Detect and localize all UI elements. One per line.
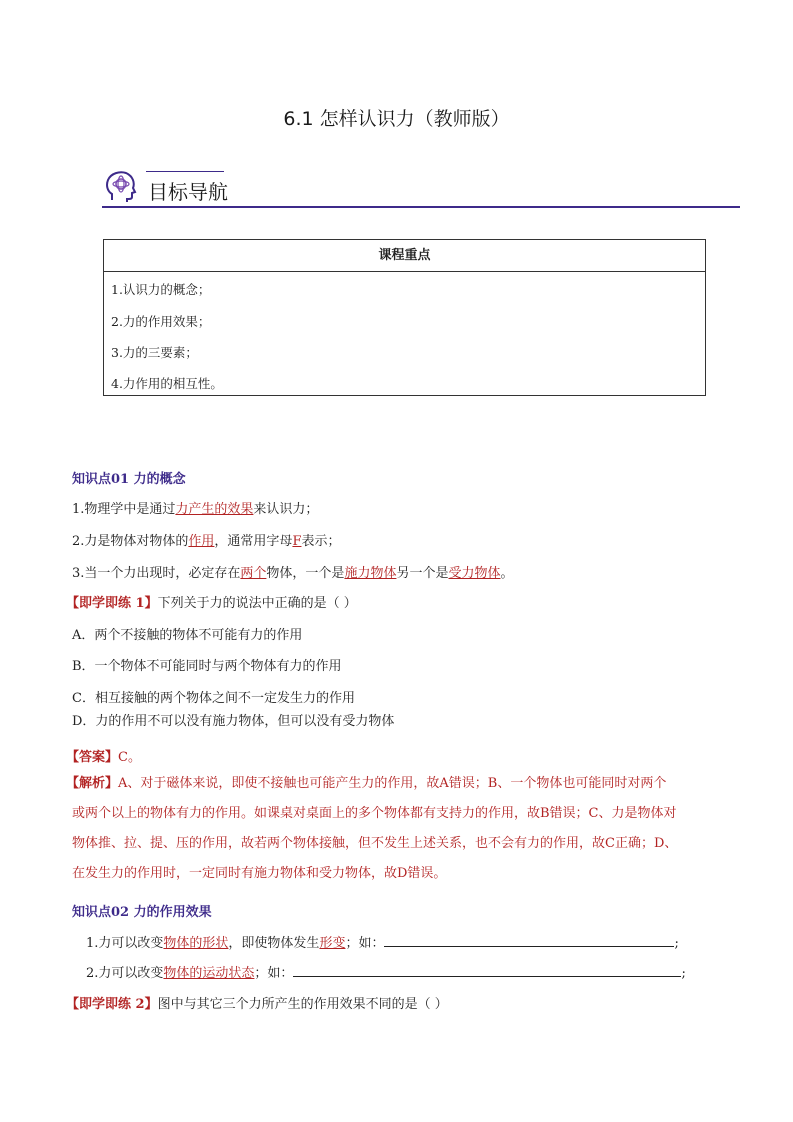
text: ，即使物体发生 [228,936,320,951]
text: 另一个是 [396,566,449,581]
kp2-line-1 [86,932,679,951]
analysis-tag: 【解析】 [66,776,119,791]
text: 来认识力； [253,502,319,517]
heading-rule [102,206,740,208]
analysis-paragraph [66,769,726,889]
filled-answer: 两个 [240,566,267,581]
text: ，通常用字母 [214,534,293,549]
filled-answer: 施力物体 [344,566,397,581]
analysis-line [66,769,726,799]
analysis-text: A、对于磁体来说，即使不接触也可能产生力的作用，故A错误；B、一个物体也可能同时对两个 [118,776,667,791]
page-title: 6.1 怎样认识力（教师版） [283,108,510,130]
exercise-tag: 【即学即练 2】 [66,997,158,1012]
text: 2.力可以改变 [86,966,164,981]
text: 1.力可以改变 [86,936,164,951]
text: ；如： [254,966,294,981]
question-text: 下列关于力的说法中正确的是（ ） [157,596,357,611]
analysis-line: 或两个以上的物体有力的作用。如课桌对桌面上的多个物体都有支持力的作用，故B错误；C、力是物体对 [72,806,677,821]
filled-answer: 作用 [188,534,215,549]
text: ; [681,966,686,981]
heading-top-line [146,171,224,172]
kp1-line-3 [72,562,514,581]
option-d: D．力的作用不可以没有施力物体，但可以没有受力物体 [72,714,395,729]
question-text: 图中与其它三个力所产生的作用效果不同的是（ ） [157,997,448,1012]
section-heading: 目标导航 [148,180,228,204]
text: 2.力是物体对物体的 [72,534,189,549]
key-point-item: 2.力的作用效果； [111,314,211,329]
kp1-line-2 [72,530,340,549]
filled-answer: 力产生的效果 [175,502,254,517]
option-a: A．两个不接触的物体不可能有力的作用 [72,628,303,643]
filled-answer: 物体的形状 [163,936,229,951]
fill-blank[interactable] [293,965,681,977]
key-point-item: 1.认识力的概念； [111,282,211,297]
text: 3.当一个力出现时，必定存在 [72,566,241,581]
option-c: C．相互接触的两个物体之间不一定发生力的作用 [72,691,355,706]
head-brain-icon [104,170,138,204]
key-point-item: 4.力作用的相互性。 [111,376,223,391]
kp1-line-1 [72,498,318,517]
text: ; [674,936,679,951]
fill-blank[interactable] [384,935,674,947]
key-point-item: 3.力的三要素； [111,345,198,360]
text: 表示； [301,534,341,549]
exercise-2-question [66,993,448,1012]
kp2-line-2 [86,962,686,981]
filled-answer: 受力物体 [448,566,501,581]
exercise-1-question [66,592,357,611]
filled-answer: 形变 [319,936,346,951]
answer-tag: 【答案】 [66,750,119,765]
answer-text: C。 [118,750,141,765]
filled-answer: 物体的运动状态 [163,966,255,981]
exercise-tag: 【即学即练 1】 [66,596,158,611]
text: 物体，一个是 [266,566,345,581]
knowledge-point-2-heading: 知识点02 力的作用效果 [72,905,212,920]
filled-answer: F [292,534,302,549]
text: 。 [500,566,514,581]
knowledge-point-1-heading: 知识点01 力的概念 [72,472,186,487]
text: 1.物理学中是通过 [72,502,176,517]
key-points-table [103,239,706,396]
text: ；如： [345,936,385,951]
answer-line [66,746,141,765]
option-b: B．一个物体不可能同时与两个物体有力的作用 [72,659,342,674]
analysis-line: 在发生力的作用时，一定同时有施力物体和受力物体，故D错误。 [72,866,447,881]
analysis-line: 物体推、拉、提、压的作用，故若两个物体接触，但不发生上述关系，也不会有力的作用，故C正确；D、 [72,836,678,851]
key-points-header: 课程重点 [104,240,705,272]
